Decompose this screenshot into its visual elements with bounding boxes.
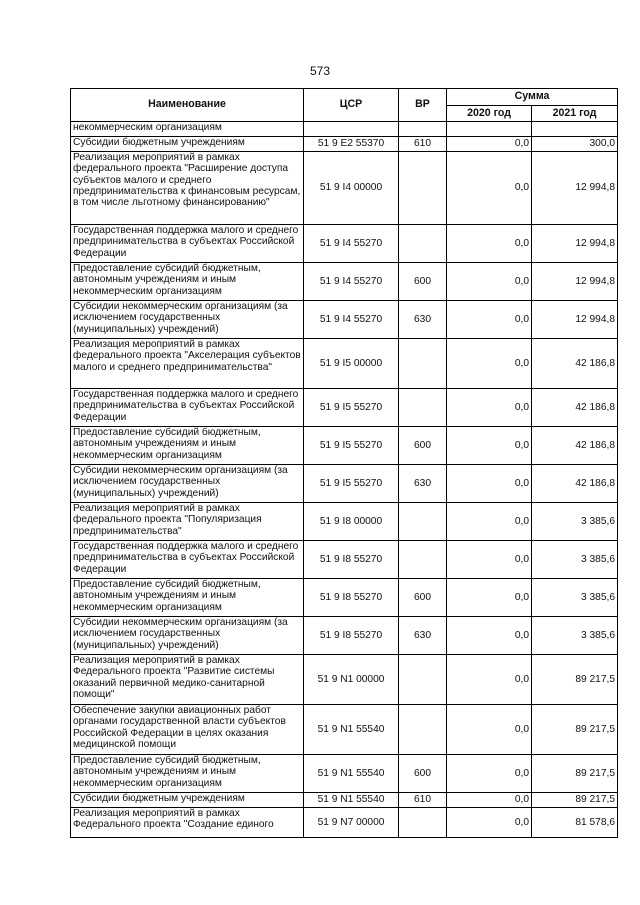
cell-csr: 51 9 I4 00000 <box>304 152 399 225</box>
table-row <box>71 225 618 263</box>
cell-vr: 610 <box>399 137 447 152</box>
cell-vr: 630 <box>399 301 447 339</box>
cell-2020: 0,0 <box>447 503 532 541</box>
cell-csr: 51 9 I4 55270 <box>304 301 399 339</box>
cell-2021: 12 994,8 <box>532 225 618 263</box>
cell-2021: 3 385,6 <box>532 579 618 617</box>
cell-2020: 0,0 <box>447 152 532 225</box>
cell-vr: 600 <box>399 427 447 465</box>
cell-csr <box>304 122 399 137</box>
cell-2020: 0,0 <box>447 389 532 427</box>
table-row <box>71 579 618 617</box>
table-row <box>71 263 618 301</box>
cell-2021: 3 385,6 <box>532 541 618 579</box>
cell-name: Субсидии бюджетным учреждениям <box>71 793 304 808</box>
header-vr: ВР <box>399 89 447 122</box>
cell-name: Субсидии некоммерческим организациям (за исключением государственных (муниципальных) учреждений) <box>71 301 304 339</box>
cell-vr <box>399 808 447 838</box>
cell-vr: 630 <box>399 465 447 503</box>
cell-2020: 0,0 <box>447 705 532 755</box>
cell-vr: 630 <box>399 617 447 655</box>
page-number: 573 <box>309 64 331 78</box>
table-row <box>71 541 618 579</box>
header-csr: ЦСР <box>304 89 399 122</box>
cell-2021: 42 186,8 <box>532 465 618 503</box>
header-2021: 2021 год <box>532 106 618 122</box>
cell-name: Предоставление субсидий бюджетным, автономным учреждениям и иным некоммерческим организациям <box>71 427 304 465</box>
cell-vr <box>399 225 447 263</box>
table-row <box>71 152 618 225</box>
cell-name: Реализация мероприятий в рамках федерального проекта "Акселерация субъектов малого и среднего предпринимательства" <box>71 339 304 389</box>
cell-2020: 0,0 <box>447 225 532 263</box>
cell-2020: 0,0 <box>447 617 532 655</box>
cell-csr: 51 9 I5 55270 <box>304 427 399 465</box>
cell-vr <box>399 122 447 137</box>
cell-csr: 51 9 I8 55270 <box>304 579 399 617</box>
table-row <box>71 808 618 838</box>
cell-2020: 0,0 <box>447 263 532 301</box>
cell-name: Реализация мероприятий в рамках Федерального проекта "Создание единого <box>71 808 304 838</box>
cell-name: Субсидии некоммерческим организациям (за исключением государственных (муниципальных) учреждений) <box>71 465 304 503</box>
cell-csr: 51 9 N1 00000 <box>304 655 399 705</box>
cell-2020 <box>447 122 532 137</box>
cell-csr: 51 9 I4 55270 <box>304 225 399 263</box>
cell-csr: 51 9 I8 00000 <box>304 503 399 541</box>
cell-2021: 42 186,8 <box>532 389 618 427</box>
cell-2021: 3 385,6 <box>532 503 618 541</box>
cell-name: Предоставление субсидий бюджетным, автономным учреждениям и иным некоммерческим организациям <box>71 263 304 301</box>
cell-name: Обеспечение закупки авиационных работ органами государственной власти субъектов Российской Федерации в целях оказания медицинской помощи <box>71 705 304 755</box>
cell-2020: 0,0 <box>447 137 532 152</box>
cell-name: Предоставление субсидий бюджетным, автономным учреждениям и иным некоммерческим организациям <box>71 579 304 617</box>
cell-2020: 0,0 <box>447 301 532 339</box>
table-row <box>71 301 618 339</box>
cell-name: Государственная поддержка малого и среднего предпринимательства в субъектах Российской Федерации <box>71 225 304 263</box>
cell-2020: 0,0 <box>447 808 532 838</box>
cell-vr <box>399 503 447 541</box>
cell-2020: 0,0 <box>447 755 532 793</box>
cell-2020: 0,0 <box>447 655 532 705</box>
cell-vr <box>399 541 447 579</box>
cell-2021: 81 578,6 <box>532 808 618 838</box>
header-sum: Сумма <box>447 89 618 106</box>
cell-2021: 3 385,6 <box>532 617 618 655</box>
cell-2021: 42 186,8 <box>532 339 618 389</box>
cell-csr: 51 9 N7 00000 <box>304 808 399 838</box>
table-row <box>71 755 618 793</box>
cell-csr: 51 9 I5 00000 <box>304 339 399 389</box>
header-2020: 2020 год <box>447 106 532 122</box>
cell-2020: 0,0 <box>447 465 532 503</box>
cell-name: Реализация мероприятий в рамках федерального проекта "Популяризация предпринимательства" <box>71 503 304 541</box>
cell-csr: 51 9 N1 55540 <box>304 705 399 755</box>
table-row <box>71 122 618 137</box>
cell-name: Реализация мероприятий в рамках федерального проекта "Расширение доступа субъектов малого и среднего предпринимательства к финансовым ресурсам, в том числе льготному финансированию" <box>71 152 304 225</box>
cell-2020: 0,0 <box>447 427 532 465</box>
cell-csr: 51 9 I5 55270 <box>304 465 399 503</box>
budget-table <box>70 88 618 838</box>
table-row <box>71 427 618 465</box>
cell-csr: 51 9 I8 55270 <box>304 617 399 655</box>
table-row <box>71 503 618 541</box>
cell-csr: 51 9 E2 55370 <box>304 137 399 152</box>
cell-csr: 51 9 N1 55540 <box>304 793 399 808</box>
cell-name: некоммерческим организациям <box>71 122 304 137</box>
cell-2020: 0,0 <box>447 793 532 808</box>
table-body <box>71 122 618 838</box>
cell-name: Субсидии бюджетным учреждениям <box>71 137 304 152</box>
cell-2021: 89 217,5 <box>532 755 618 793</box>
cell-2020: 0,0 <box>447 579 532 617</box>
cell-name: Предоставление субсидий бюджетным, автономным учреждениям и иным некоммерческим организациям <box>71 755 304 793</box>
cell-2021: 89 217,5 <box>532 793 618 808</box>
cell-2021: 89 217,5 <box>532 655 618 705</box>
table-row <box>71 793 618 808</box>
cell-vr: 600 <box>399 755 447 793</box>
cell-csr: 51 9 I5 55270 <box>304 389 399 427</box>
cell-vr <box>399 152 447 225</box>
table-row <box>71 339 618 389</box>
table-row <box>71 655 618 705</box>
cell-name: Субсидии некоммерческим организациям (за исключением государственных (муниципальных) учреждений) <box>71 617 304 655</box>
cell-vr <box>399 705 447 755</box>
cell-2021: 42 186,8 <box>532 427 618 465</box>
cell-vr <box>399 655 447 705</box>
cell-csr: 51 9 I8 55270 <box>304 541 399 579</box>
table-row <box>71 617 618 655</box>
table-row <box>71 465 618 503</box>
cell-2021: 300,0 <box>532 137 618 152</box>
cell-name: Реализация мероприятий в рамках Федерального проекта "Развитие системы оказаний первичной медико-санитарной помощи" <box>71 655 304 705</box>
table-row <box>71 137 618 152</box>
cell-vr: 610 <box>399 793 447 808</box>
cell-2020: 0,0 <box>447 541 532 579</box>
cell-name: Государственная поддержка малого и среднего предпринимательства в субъектах Российской Федерации <box>71 389 304 427</box>
cell-vr <box>399 389 447 427</box>
cell-2020: 0,0 <box>447 339 532 389</box>
cell-2021: 89 217,5 <box>532 705 618 755</box>
cell-csr: 51 9 N1 55540 <box>304 755 399 793</box>
cell-2021: 12 994,8 <box>532 301 618 339</box>
cell-2021: 12 994,8 <box>532 263 618 301</box>
cell-csr: 51 9 I4 55270 <box>304 263 399 301</box>
cell-vr: 600 <box>399 263 447 301</box>
table-row <box>71 389 618 427</box>
cell-vr: 600 <box>399 579 447 617</box>
cell-2021: 12 994,8 <box>532 152 618 225</box>
cell-2021 <box>532 122 618 137</box>
table-row <box>71 705 618 755</box>
cell-vr <box>399 339 447 389</box>
cell-name: Государственная поддержка малого и среднего предпринимательства в субъектах Российской Федерации <box>71 541 304 579</box>
header-name: Наименование <box>71 89 304 122</box>
